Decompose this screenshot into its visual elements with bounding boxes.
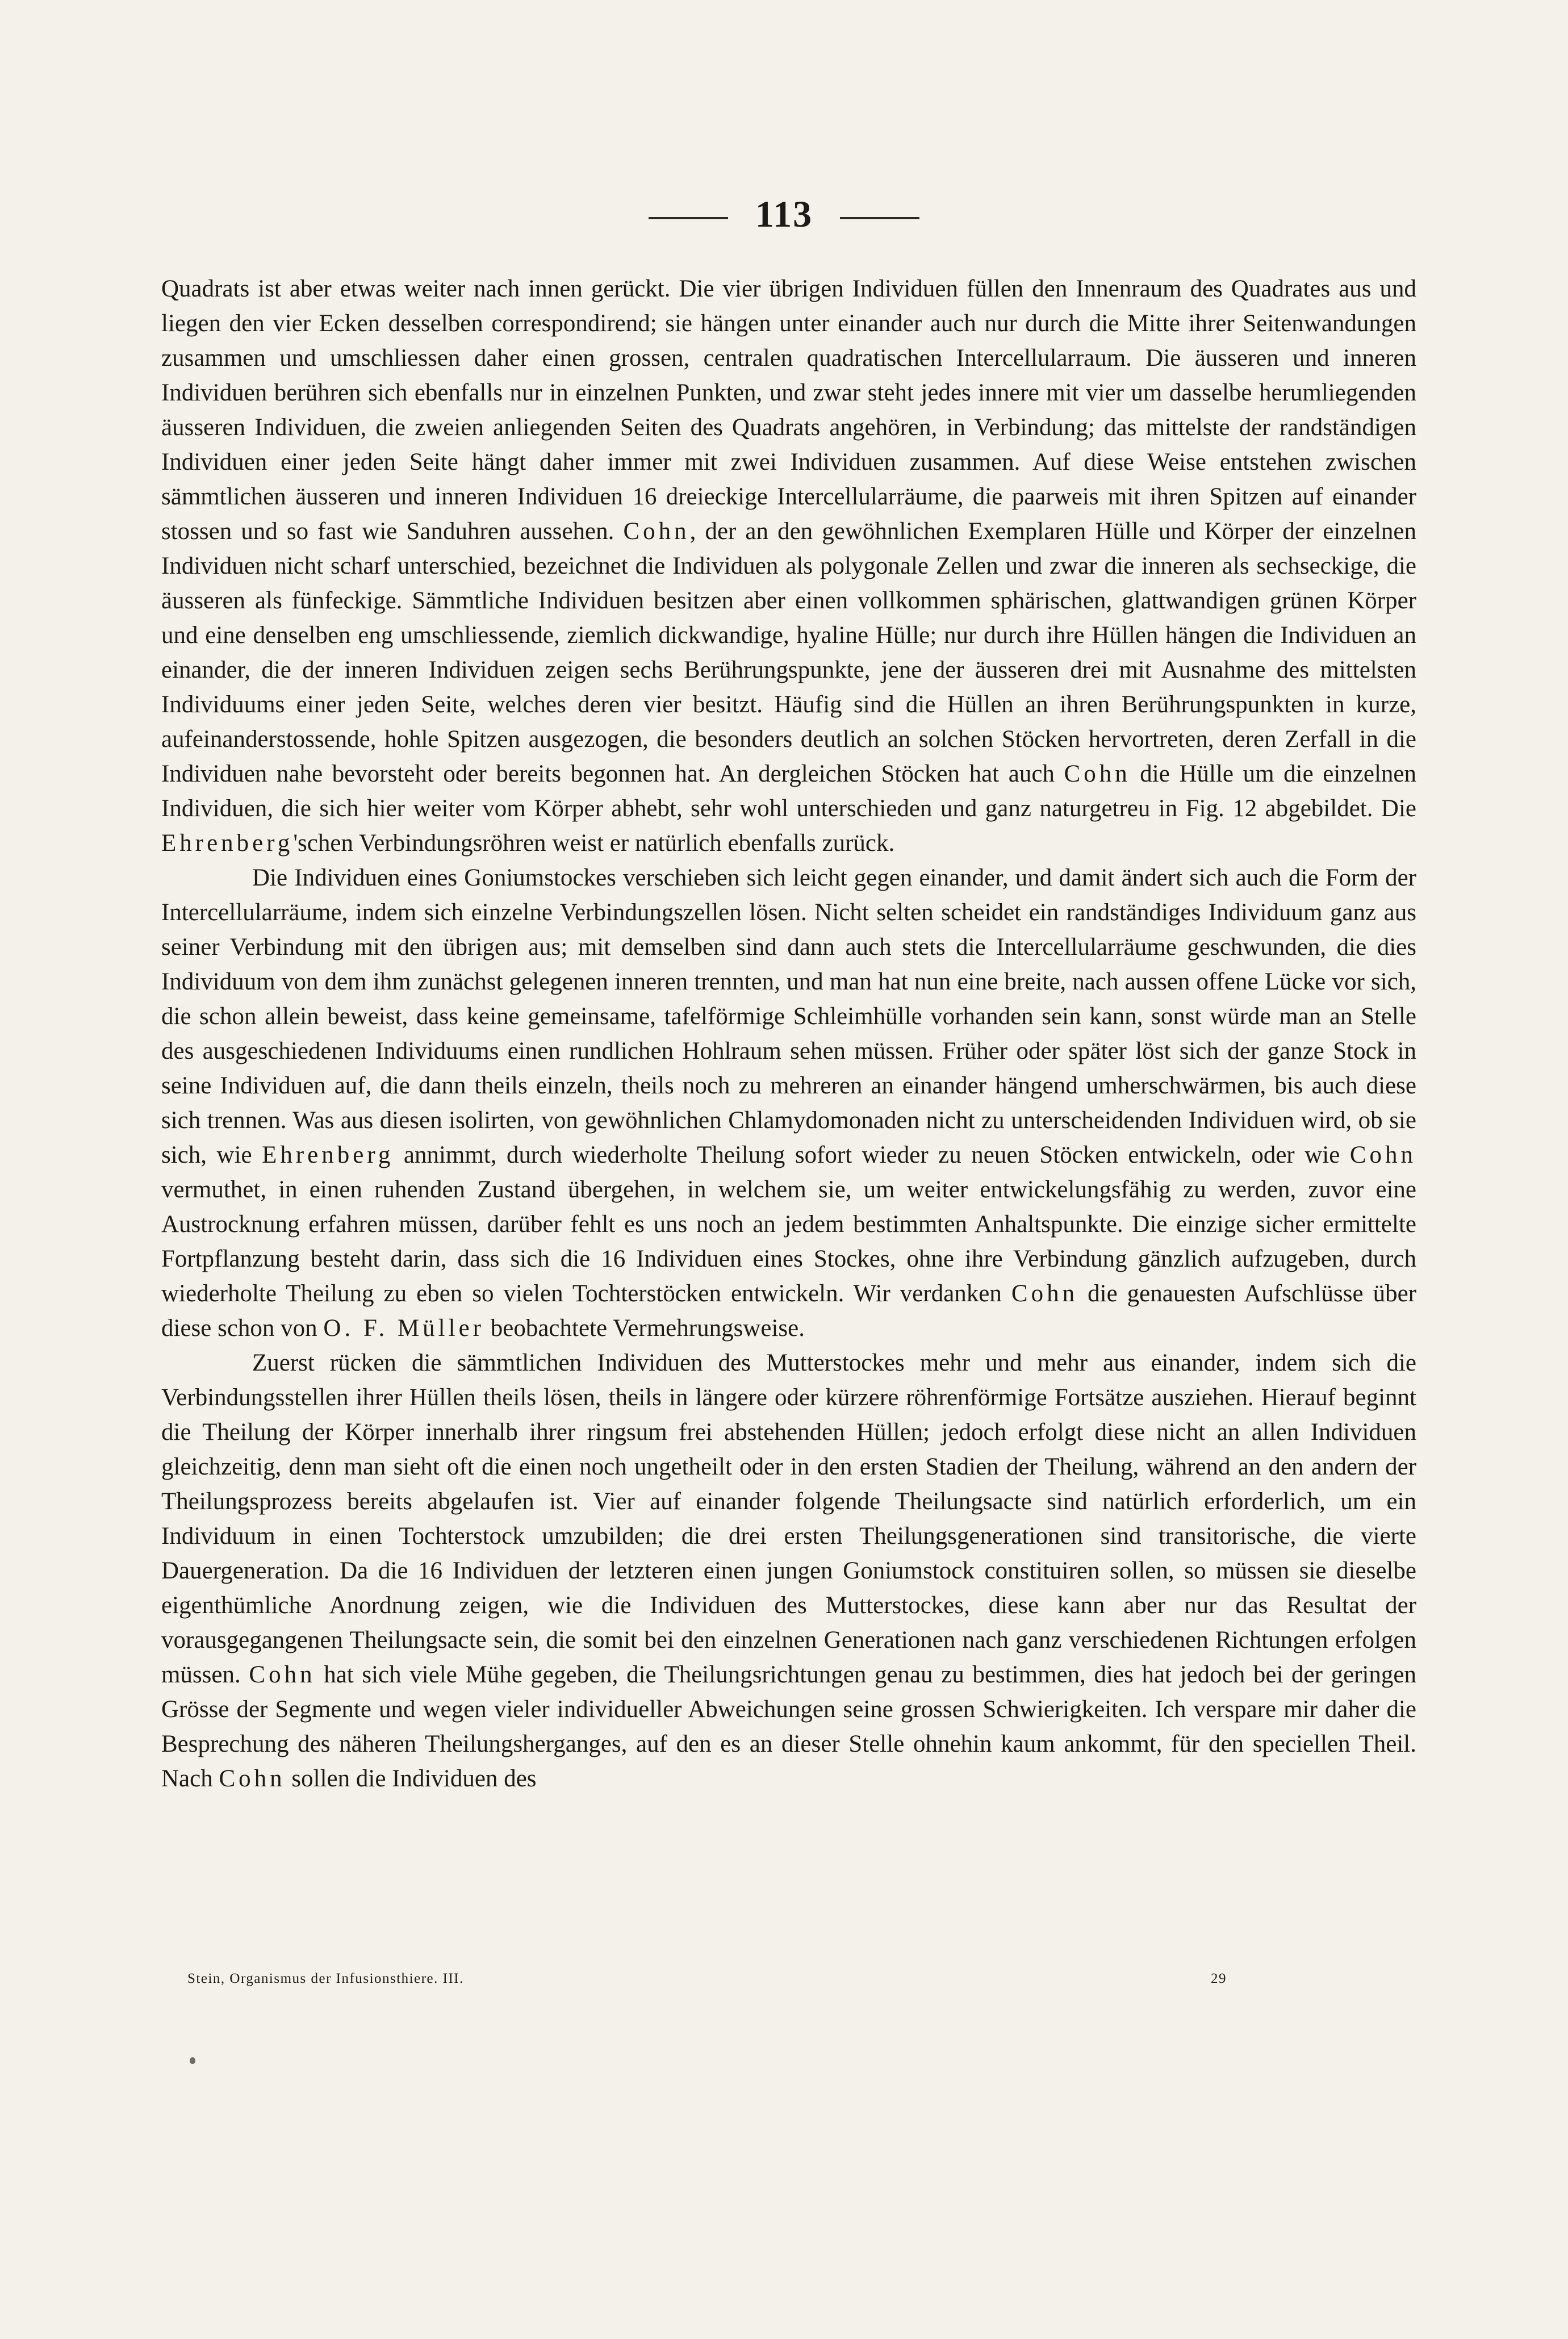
- author-name: O. F. Müller: [323, 1315, 484, 1342]
- text-run: vermuthet, in einen ruhenden Zustand übergehen, in welchem sie, um weiter entwickelungsfähig zu werden, zuvor eine Austrocknung erfahren müssen, darüber fehlt es uns noch an jedem bestimmten Anhaltspunkte. Die einzige sicher ermittelte Fortpflanzung besteht darin, dass sich die 16 Individuen eines Stockes, ohne ihre Verbindung gänzlich aufzugeben, durch wiederholte Theilung zu eben so vielen Tochterstöcken entwickeln. Wir verdanken: [161, 1176, 1416, 1307]
- text-run: Zuerst rücken die sämmtlichen Individuen des Mutterstockes mehr und mehr aus einander, indem sich die Verbindungsstellen ihrer Hüllen theils lösen, theils in längere oder kürzere röhrenförmige Fortsätze ausziehen. Hierauf beginnt die Theilung der Körper innerhalb ihrer ringsum frei abstehenden Hüllen; jedoch erfolgt diese nicht an allen Individuen gleichzeitig, denn man sieht oft die einen noch ungetheilt oder in den ersten Stadien der Theilung, während an den andern der Theilungsprozess bereits abgelaufen ist. Vier auf einander folgende Theilungsacte sind natürlich erforderlich, um ein Individuum in einen Tochterstock umzubilden; die drei ersten Theilungsgenerationen sind transitorische, die vierte Dauergeneration. Da die 16 Individuen der letzteren einen jungen Goniumstock constituiren sollen, so müssen sie dieselbe eigenthümliche Anordnung zeigen, wie die Individuen des Mutterstockes, diese kann aber nur das Resultat der vorausgegangenen Theilungsacte sein, die somit bei den einzelnen Generationen nach ganz verschiedenen Richtungen erfolgen müssen.: [161, 1350, 1416, 1688]
- paragraph-2: [161, 861, 1416, 1346]
- author-name: Cohn: [1349, 1142, 1416, 1168]
- paragraph-1: [161, 272, 1416, 861]
- header-rule-right: [840, 217, 919, 219]
- paragraph-3: [161, 1346, 1416, 1796]
- body-text: [161, 272, 1416, 1796]
- author-name: Cohn: [623, 518, 690, 545]
- text-run: 'schen Verbindungsröhren weist er natürlich ebenfalls zurück.: [293, 830, 895, 857]
- author-name: Cohn: [1064, 761, 1131, 787]
- text-run: die genauesten Aufschlüsse über diese schon von: [161, 1280, 1416, 1342]
- text-run: die Hülle um die einzelnen Individuen, die sich hier weiter vom Körper abhebt, sehr wohl unterschieden und ganz naturgetreu in Fig. 12 abgebildet. Die: [161, 761, 1417, 822]
- text-run: beobachtete Vermehrungsweise.: [484, 1315, 805, 1342]
- author-name: Ehrenberg: [161, 830, 294, 857]
- print-speck: [190, 2057, 195, 2064]
- author-name: Cohn: [249, 1661, 316, 1688]
- footer-signature-number: 29: [1211, 1971, 1227, 1986]
- page-footer: [187, 1971, 1227, 1987]
- author-name: Cohn: [219, 1765, 286, 1792]
- header-rule-left: [649, 217, 728, 219]
- text-run: hat sich viele Mühe gegeben, die Theilungsrichtungen genau zu bestimmen, dies hat jedoch bei der geringen Grösse der Segmente und wegen vieler individueller Abweichungen seine grossen Schwierigkeiten. Ich verspare mir daher die Besprechung des näheren Theilungsherganges, auf den es an dieser Stelle ohnehin kaum ankommt, für den speciellen Theil. Nach: [161, 1661, 1417, 1792]
- text-run: , der an den gewöhnlichen Exemplaren Hülle und Körper der einzelnen Individuen nicht scharf unterschied, bezeichnet die Individuen als polygonale Zellen und zwar die inneren als sechseckige, die äusseren als fünfeckige. Sämmtliche Individuen besitzen aber einen vollkommen sphärischen, glattwandigen grünen Körper und eine denselben eng umschliessende, ziemlich dickwandige, hyaline Hülle; nur durch ihre Hüllen hängen die Individuen an einander, die der inneren Individuen zeigen sechs Berührungspunkte, jene der äusseren drei mit Ausnahme des mittelsten Individuums einer jeden Seite, welches deren vier besitzt. Häufig sind die Hüllen an ihren Berührungspunkten in kurze, aufeinanderstossende, hohle Spitzen ausgezogen, die besonders deutlich an solchen Stöcken hervortreten, deren Zerfall in die Individuen nahe bevorsteht oder bereits begonnen hat. An dergleichen Stöcken hat auch: [161, 518, 1416, 787]
- page-number: 113: [755, 194, 813, 235]
- text-run: annimmt, durch wiederholte Theilung sofort wieder zu neuen Stöcken entwickeln, oder wie: [394, 1142, 1350, 1168]
- page-header: [0, 193, 1568, 236]
- text-run: Die Individuen eines Goniumstockes verschieben sich leicht gegen einander, und damit ändert sich auch die Form der Intercellularräume, indem sich einzelne Verbindungszellen lösen. Nicht selten scheidet ein randständiges Individuum ganz aus seiner Verbindung mit den übrigen aus; mit demselben sind dann auch stets die Intercellularräume geschwunden, die dies Individuum von dem ihm zunächst gelegenen inneren trennten, und man hat nun eine breite, nach aussen offene Lücke vor sich, die schon allein beweist, dass keine gemeinsame, tafelförmige Schleimhülle vorhanden sein kann, sonst würde man an Stelle des ausgeschiedenen Individuums einen rundlichen Hohlraum sehen müssen. Früher oder später löst sich der ganze Stock in seine Individuen auf, die dann theils einzeln, theils noch zu mehreren an einander hängend umherschwärmen, bis auch diese sich trennen. Was aus diesen isolirten, von gewöhnlichen Chlamydomonaden nicht zu unterscheidenden Individuen wird, ob sie sich, wie: [161, 864, 1416, 1168]
- text-run: Quadrats ist aber etwas weiter nach innen gerückt. Die vier übrigen Individuen füllen den Innenraum des Quadrates aus und liegen den vier Ecken desselben correspondirend; sie hängen unter einander auch nur durch die Mitte ihrer Seitenwandungen zusammen und umschliessen daher einen grossen, centralen quadratischen Intercellularraum. Die äusseren und inneren Individuen berühren sich ebenfalls nur in einzelnen Punkten, und zwar steht jedes innere mit vier um dasselbe herumliegenden äusseren Individuen, die zweien anliegenden Seiten des Quadrats angehören, in Verbindung; das mittelste der randständigen Individuen einer jeden Seite hängt daher immer mit zwei Individuen zusammen. Auf diese Weise entstehen zwischen sämmtlichen äusseren und inneren Individuen 16 dreieckige Intercellularräume, die paarweis mit ihren Spitzen auf einander stossen und so fast wie Sanduhren aussehen.: [161, 275, 1416, 545]
- author-name: Cohn: [1011, 1280, 1078, 1307]
- text-run: sollen die Individuen des: [285, 1765, 537, 1792]
- footer-citation: Stein, Organismus der Infusionsthiere. III.: [187, 1971, 464, 1986]
- author-name: Ehrenberg: [262, 1142, 394, 1168]
